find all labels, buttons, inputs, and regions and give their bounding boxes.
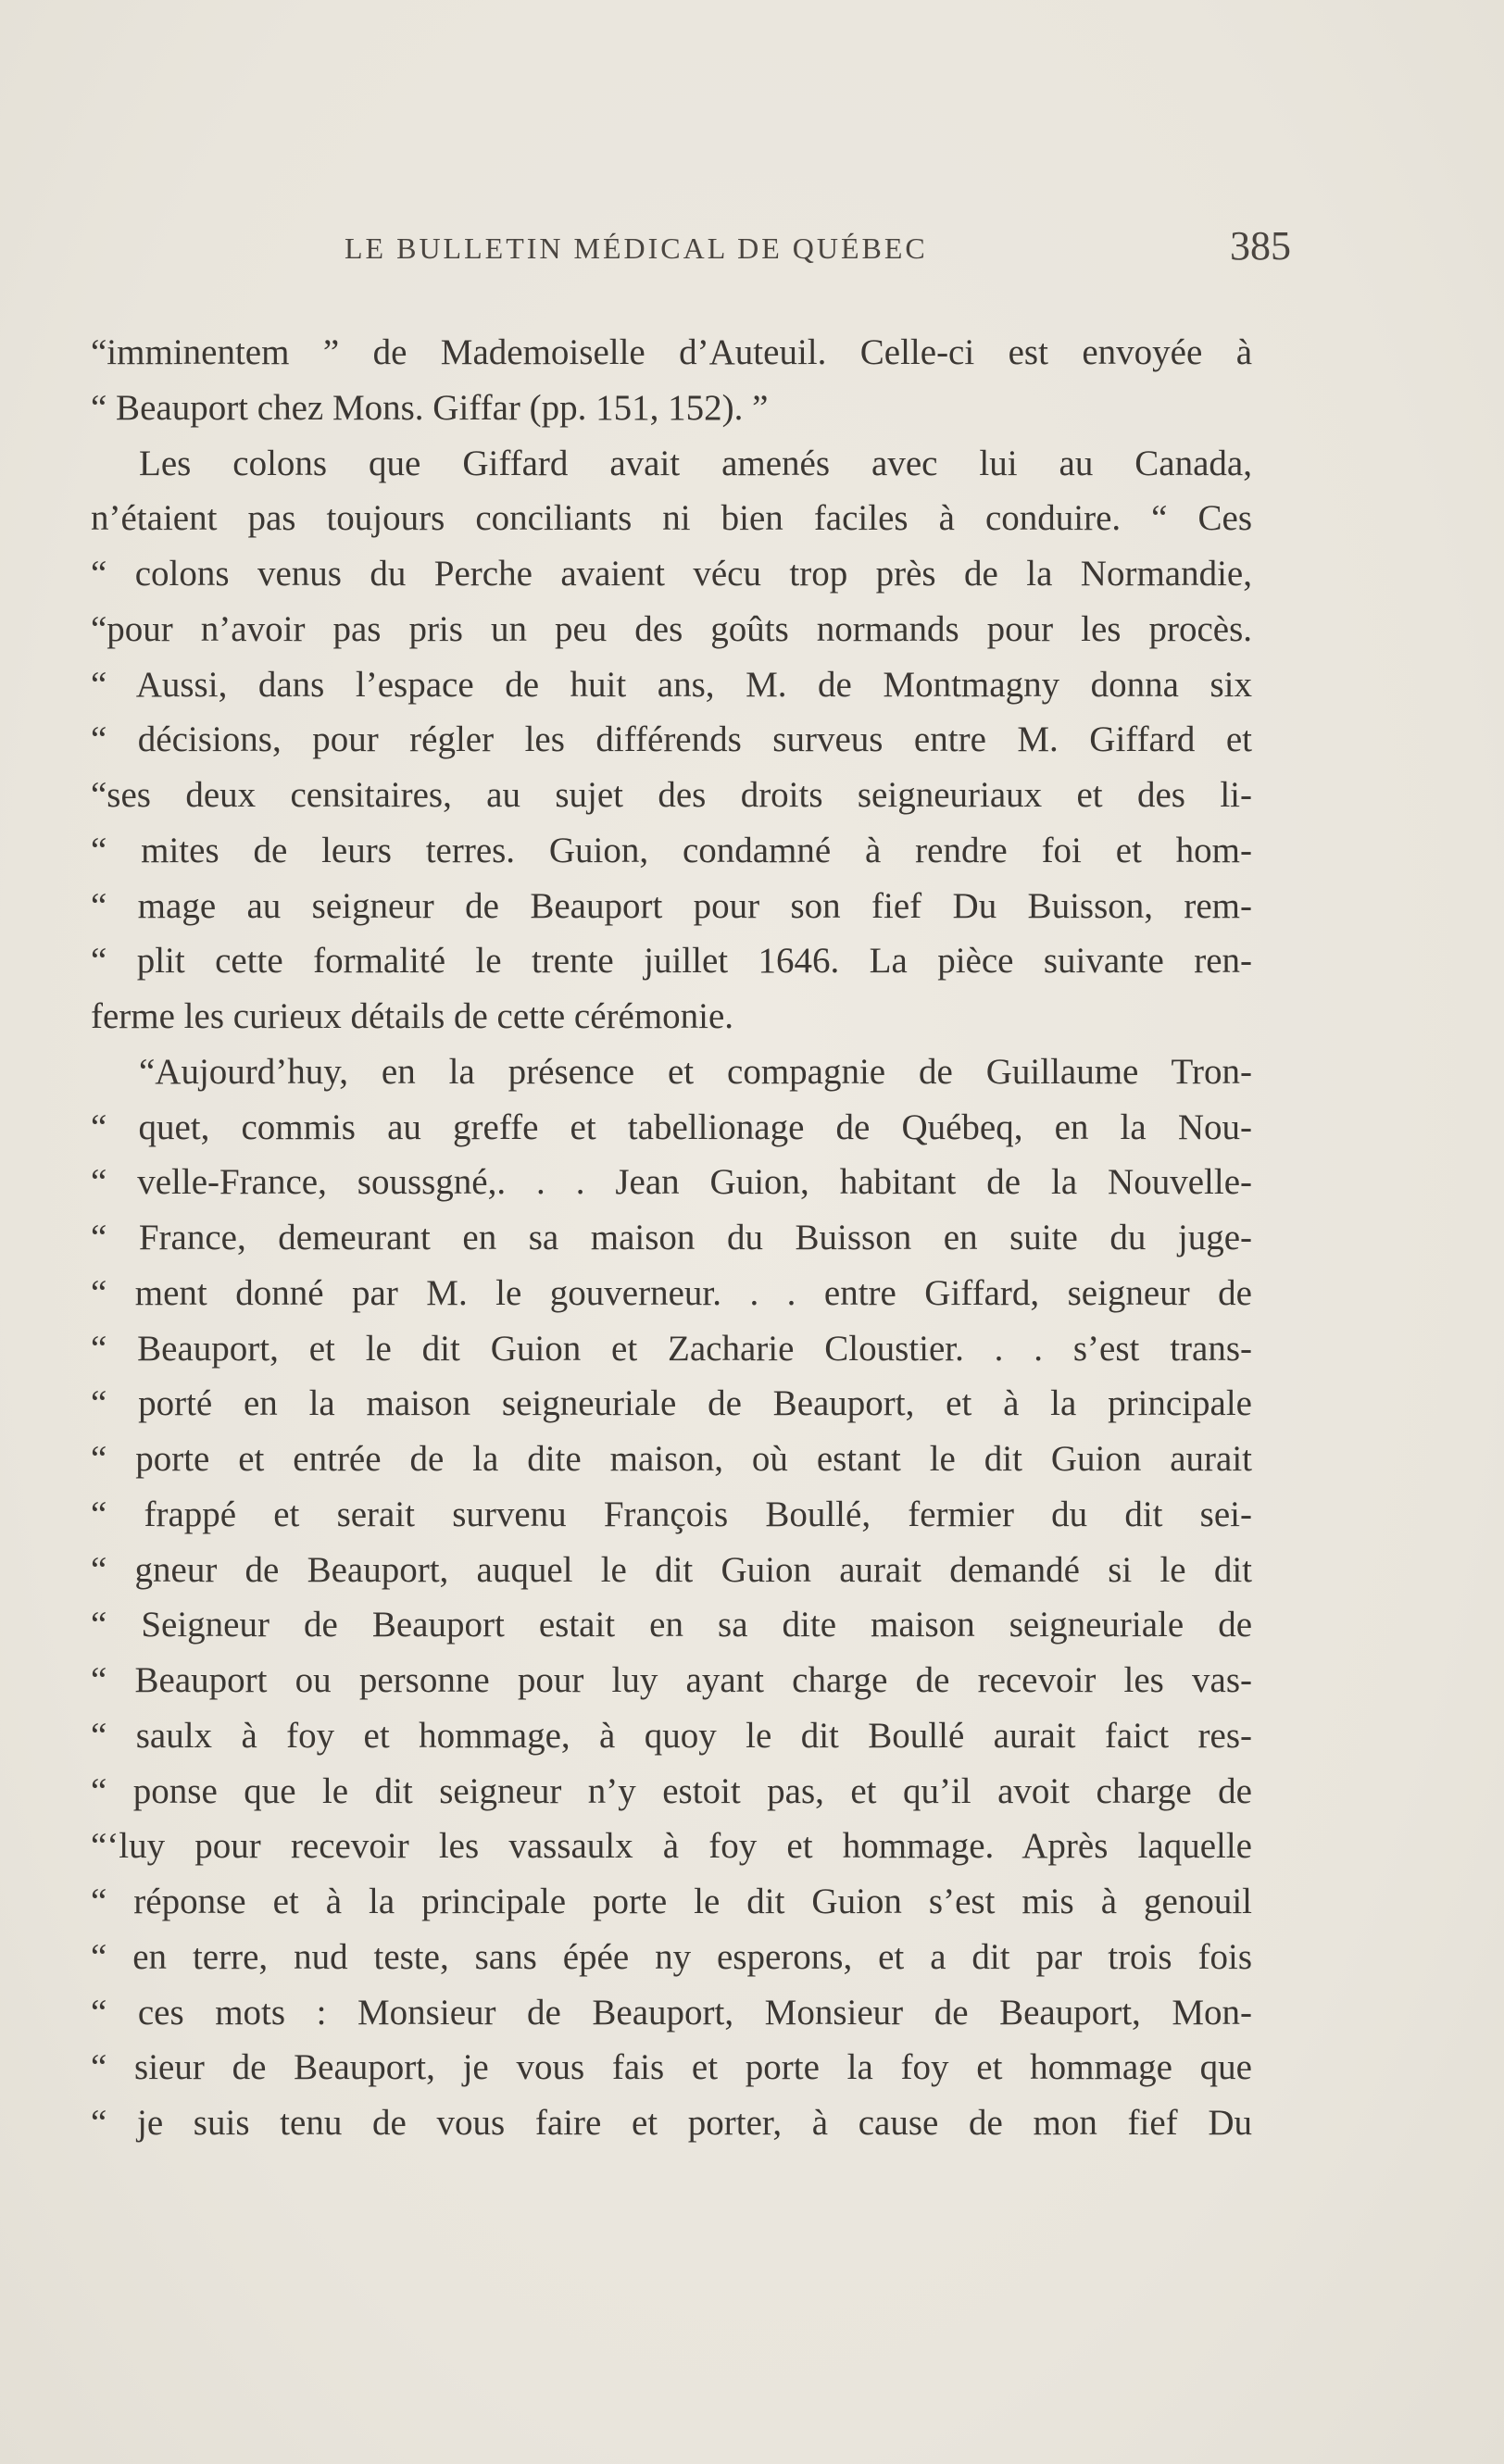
- text-line: “ France, demeurant en sa maison du Buisson en suite du juge-: [91, 1218, 1252, 1257]
- text-line: Les colons que Giffard avait amenés avec lui au Canada,: [139, 443, 1252, 483]
- text-line: “ saulx à foy et hommage, à quoy le dit Boullé aurait faict res-: [91, 1715, 1252, 1756]
- text-line: “ ces mots : Monsieur de Beauport, Monsieur de Beauport, Mon-: [91, 1992, 1252, 2032]
- text-line: “‘luy pour recevoir les vassaulx à foy et hommage. Après laquelle: [91, 1826, 1252, 1867]
- text-line: “ Beauport chez Mons. Giffar (pp. 151, 152). ”: [91, 387, 769, 428]
- text-line: “ ment donné par M. le gouverneur. . . entre Giffard, seigneur de: [91, 1272, 1252, 1313]
- running-title: LE BULLETIN MÉDICAL DE QUÉBEC: [345, 231, 928, 265]
- text-line: “ colons venus du Perche avaient vécu trop près de la Normandie,: [91, 554, 1252, 594]
- text-line: “ gneur de Beauport, auquel le dit Guion aurait demandé si le dit: [91, 1549, 1252, 1590]
- text-line: “ Beauport ou personne pour luy ayant charge de recevoir les vas-: [91, 1660, 1252, 1700]
- text-line: “ velle-France, soussgné,. . . Jean Guion, habitant de la Nouvelle-: [91, 1162, 1252, 1203]
- text-line: “ Beauport, et le dit Guion et Zacharie Cloustier. . . s’est trans-: [91, 1328, 1252, 1369]
- text-line: “imminentem ” de Mademoiselle d’Auteuil. Celle-ci est envoyée à: [91, 332, 1252, 372]
- text-line: “ Aussi, dans l’espace de huit ans, M. de Montmagny donna six: [91, 664, 1252, 705]
- text-line: “ frappé et serait survenu François Boullé, fermier du dit sei-: [91, 1494, 1252, 1534]
- text-line: “ décisions, pour régler les différends surveus entre M. Giffard et: [91, 719, 1252, 760]
- text-line: “ porte et entrée de la dite maison, où estant le dit Guion aurait: [91, 1439, 1252, 1479]
- text-line: “Aujourd’huy, en la présence et compagnie de Guillaume Tron-: [139, 1051, 1252, 1092]
- text-line: “ plit cette formalité le trente juillet 1646. La pièce suivante ren-: [91, 941, 1252, 982]
- text-line: “ porté en la maison seigneuriale de Beauport, et à la principale: [91, 1383, 1252, 1424]
- text-line: “ mage au seigneur de Beauport pour son fief Du Buisson, rem-: [91, 885, 1252, 926]
- text-line: “ ponse que le dit seigneur n’y estoit pas, et qu’il avoit charge de: [91, 1770, 1252, 1811]
- text-line: “ je suis tenu de vous faire et porter, à cause de mon fief Du: [91, 2103, 1252, 2143]
- body-text: [91, 325, 1252, 2151]
- text-line: “ réponse et à la principale porte le dit Guion s’est mis à genouil: [91, 1882, 1252, 1921]
- page-number: 385: [1230, 223, 1291, 269]
- text-line: “ sieur de Beauport, je vous fais et porte la foy et hommage que: [91, 2047, 1252, 2088]
- text-line: “ses deux censitaires, au sujet des droits seigneuriaux et des li-: [91, 775, 1252, 815]
- text-line: “pour n’avoir pas pris un peu des goûts normands pour les procès.: [91, 608, 1252, 649]
- text-line: n’étaient pas toujours conciliants ni bien faciles à conduire. “ Ces: [91, 498, 1252, 539]
- text-line: “ mites de leurs terres. Guion, condamné à rendre foi et hom-: [91, 830, 1252, 870]
- text-line: “ Seigneur de Beauport estait en sa dite maison seigneuriale de: [91, 1605, 1252, 1645]
- text-line: ferme les curieux détails de cette cérémonie.: [91, 996, 734, 1036]
- text-line: “ quet, commis au greffe et tabellionage de Québeq, en la Nou-: [91, 1107, 1252, 1147]
- running-head: [345, 222, 1291, 278]
- text-line: “ en terre, nud teste, sans épée ny esperons, et a dit par trois fois: [91, 1936, 1252, 1977]
